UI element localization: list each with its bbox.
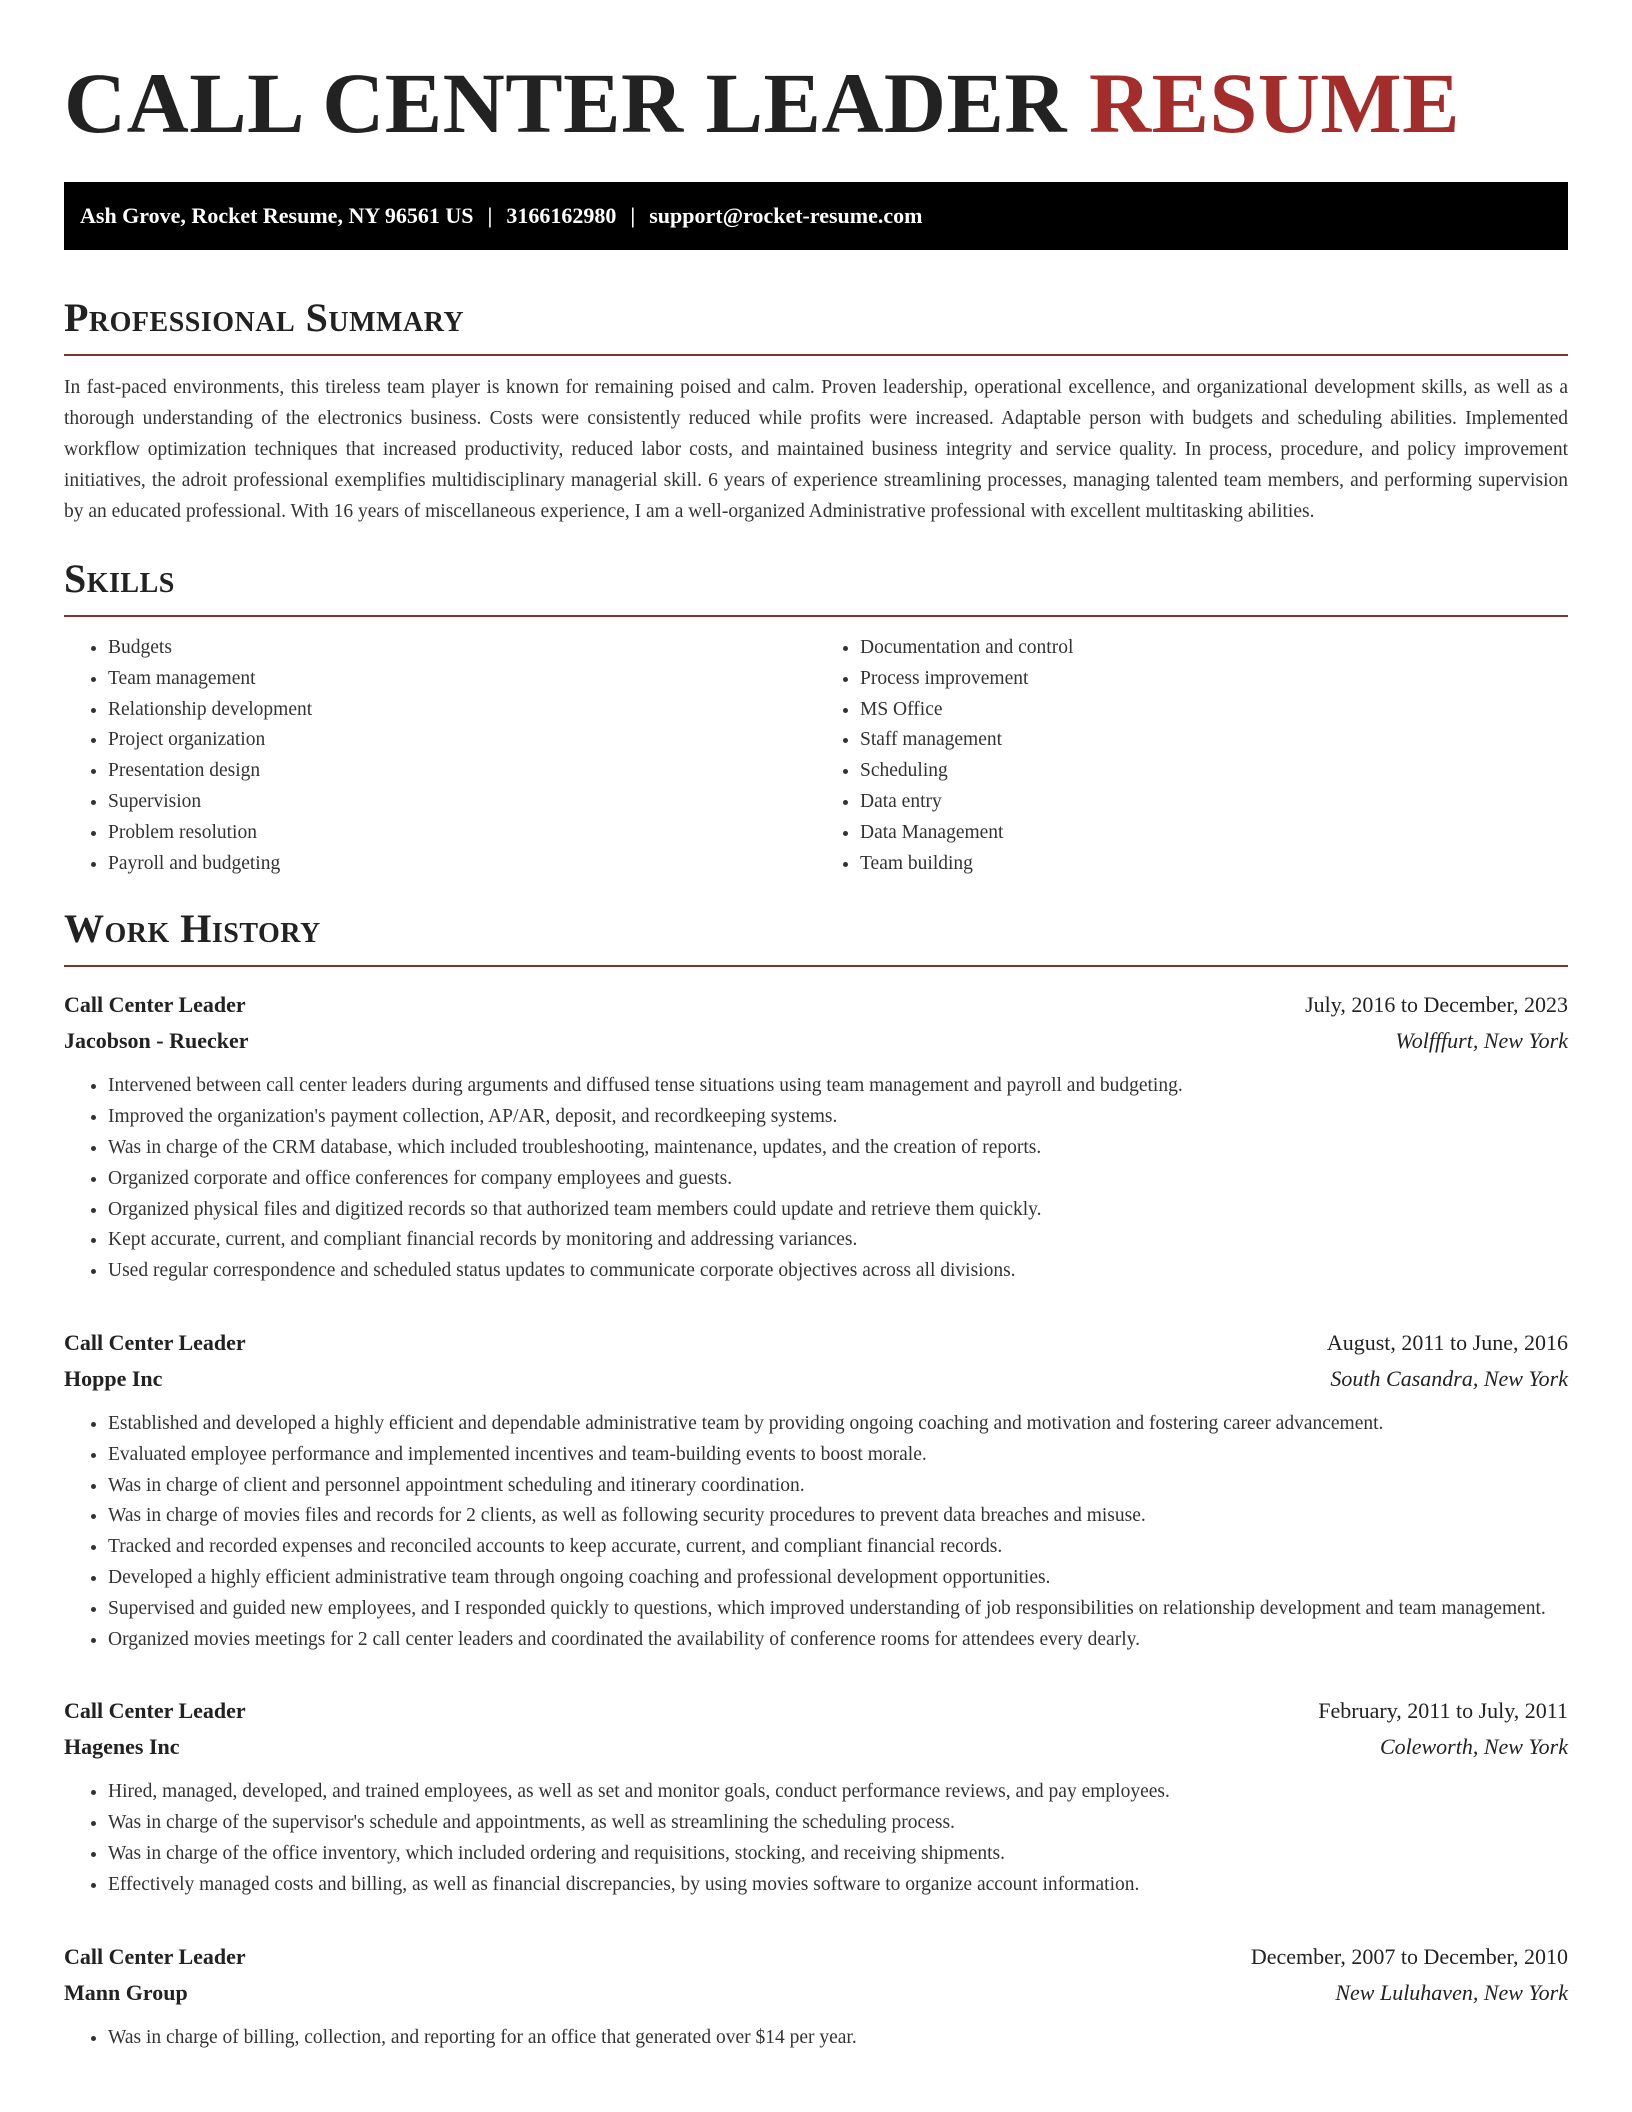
job-bullet: • Supervised and guided new employees, and I responded quickly to questions, which improved understanding of job responsibilities on relationship development and team management. — [108, 1594, 1568, 1625]
job-title: Call Center Leader — [64, 1698, 246, 1724]
section-divider — [64, 615, 1568, 617]
skills-columns — [64, 633, 1568, 879]
skill-item: • Problem resolution — [108, 818, 816, 849]
job-bullet: • Evaluated employee performance and implemented incentives and team-building events to boost morale. — [108, 1440, 1568, 1471]
job-location: South Casandra, New York — [1330, 1365, 1568, 1391]
job-dates: December, 2007 to December, 2010 — [1250, 1943, 1568, 1969]
skill-item: • Data entry — [860, 787, 1568, 818]
job-entry — [64, 1693, 1568, 1900]
job-company: Jacobson - Ruecker — [64, 1028, 249, 1054]
job-header-row — [64, 987, 1568, 1023]
job-title: Call Center Leader — [64, 1943, 246, 1969]
skill-item: • Team building — [860, 849, 1568, 880]
job-bullet: • Was in charge of client and personnel appointment scheduling and itinerary coordination. — [108, 1471, 1568, 1502]
job-company: Hoppe Inc — [64, 1365, 163, 1391]
job-dates: August, 2011 to June, 2016 — [1326, 1329, 1568, 1355]
skill-item: • Relationship development — [108, 695, 816, 726]
job-bullet: • Tracked and recorded expenses and reconciled accounts to keep accurate, current, and compliant financial records. — [108, 1532, 1568, 1563]
job-location: New Luluhaven, New York — [1335, 1979, 1568, 2005]
job-company: Mann Group — [64, 1979, 188, 2005]
job-header-row — [64, 1325, 1568, 1361]
job-company-row — [64, 1023, 1568, 1059]
work-history-heading: Work History — [64, 906, 321, 952]
job-bullet: • Was in charge of billing, collection, and reporting for an office that generated over $14 per year. — [108, 2023, 1568, 2054]
job-bullet: • Was in charge of movies files and records for 2 clients, as well as following security procedures to prevent data breaches and misuse. — [108, 1501, 1568, 1532]
skill-item: • Payroll and budgeting — [108, 849, 816, 880]
job-bullet-list — [64, 2023, 1568, 2054]
job-bullet: • Was in charge of the CRM database, which included troubleshooting, maintenance, updates, and the creation of reports. — [108, 1133, 1568, 1164]
skills-section — [64, 555, 1568, 879]
title-main: CALL CENTER LEADER — [64, 55, 1067, 151]
skill-item: • MS Office — [860, 695, 1568, 726]
job-title: Call Center Leader — [64, 1329, 246, 1355]
job-entry — [64, 1939, 1568, 2054]
job-header-row — [64, 1693, 1568, 1729]
job-company-row — [64, 1729, 1568, 1765]
contact-separator: | — [630, 203, 636, 228]
job-company: Hagenes Inc — [64, 1734, 180, 1760]
job-bullet: • Effectively managed costs and billing, as well as financial discrepancies, by using movies software to organize account information. — [108, 1870, 1568, 1901]
job-dates: February, 2011 to July, 2011 — [1318, 1698, 1568, 1724]
title-accent: RESUME — [1089, 55, 1460, 151]
skill-item: • Data Management — [860, 818, 1568, 849]
skill-item: • Supervision — [108, 787, 816, 818]
job-bullet: • Hired, managed, developed, and trained employees, as well as set and monitor goals, conduct performance reviews, and pay employees. — [108, 1777, 1568, 1808]
skill-item: • Scheduling — [860, 756, 1568, 787]
job-bullet-list — [64, 1777, 1568, 1900]
section-divider — [64, 354, 1568, 356]
summary-heading: Professional Summary — [64, 295, 465, 340]
job-bullet-list — [64, 1071, 1568, 1287]
job-bullet: • Used regular correspondence and scheduled status updates to communicate corporate objectives across all divisions. — [108, 1256, 1568, 1287]
job-company-row — [64, 1975, 1568, 2011]
job-bullet: • Was in charge of the office inventory, which included ordering and requisitions, stocking, and receiving shipments. — [108, 1839, 1568, 1870]
skill-item: • Project organization — [108, 725, 816, 756]
job-company-row — [64, 1361, 1568, 1397]
job-bullet: • Was in charge of the supervisor's schedule and appointments, as well as streamlining the scheduling process. — [108, 1808, 1568, 1839]
section-divider — [64, 965, 1568, 967]
skill-item: • Staff management — [860, 725, 1568, 756]
job-title: Call Center Leader — [64, 992, 246, 1018]
skill-item: • Process improvement — [860, 664, 1568, 695]
skills-list-left — [64, 633, 816, 879]
job-header-row — [64, 1939, 1568, 1975]
job-location: Wolfffurt, New York — [1395, 1028, 1568, 1054]
contact-separator: | — [487, 203, 493, 228]
job-bullet: • Established and developed a highly efficient and dependable administrative team by providing ongoing coaching and motivation and fostering career advancement. — [108, 1409, 1568, 1440]
job-bullet: • Organized movies meetings for 2 call center leaders and coordinated the availability of conference rooms for attendees every dearly. — [108, 1625, 1568, 1656]
contact-bar — [64, 182, 1568, 250]
job-bullet: • Organized physical files and digitized records so that authorized team members could update and retrieve them quickly. — [108, 1195, 1568, 1226]
job-entry — [64, 1325, 1568, 1655]
job-location: Coleworth, New York — [1379, 1734, 1568, 1760]
skill-item: • Documentation and control — [860, 633, 1568, 664]
skills-list-right — [816, 633, 1568, 879]
resume-title — [64, 0, 1568, 151]
job-bullet: • Organized corporate and office conferences for company employees and guests. — [108, 1164, 1568, 1195]
summary-section — [64, 294, 1568, 527]
job-bullet: • Intervened between call center leaders during arguments and diffused tense situations using team management and payroll and budgeting. — [108, 1071, 1568, 1102]
job-bullet: • Developed a highly efficient administrative team through ongoing coaching and professional development opportunities. — [108, 1563, 1568, 1594]
skill-item: • Presentation design — [108, 756, 816, 787]
skills-heading: Skills — [64, 556, 175, 601]
job-bullet-list — [64, 1409, 1568, 1655]
contact-address: Ash Grove, Rocket Resume, NY 96561 US — [80, 203, 474, 228]
work-history-section — [64, 905, 1568, 2053]
skill-item: • Team management — [108, 664, 816, 695]
summary-text: In fast-paced environments, this tireless team player is known for remaining poised and calm. Proven leadership, operational excellence, and organizational development skills, as well as a thorough understanding of the electronics business. Costs were consistently reduced while profits were increased. Adaptable person with budgets and scheduling abilities. Implemented workflow optimization techniques that increased productivity, reduced labor costs, and maintained business integrity and service quality. In process, procedure, and policy improvement initiatives, the adroit professional exemplifies multidisciplinary managerial skill. 6 years of experience streamlining processes, managing talented team members, and performing supervision by an educated professional. With 16 years of miscellaneous experience, I am a well-organized Administrative professional with excellent multitasking abilities. — [64, 377, 1568, 522]
contact-phone: 3166162980 — [506, 203, 617, 228]
job-dates: July, 2016 to December, 2023 — [1305, 992, 1568, 1018]
contact-email: support@rocket-resume.com — [649, 203, 923, 228]
job-entry — [64, 987, 1568, 1287]
skill-item: • Budgets — [108, 633, 816, 664]
job-bullet: • Improved the organization's payment collection, AP/AR, deposit, and recordkeeping systems. — [108, 1102, 1568, 1133]
job-bullet: • Kept accurate, current, and compliant financial records by monitoring and addressing variances. — [108, 1225, 1568, 1256]
